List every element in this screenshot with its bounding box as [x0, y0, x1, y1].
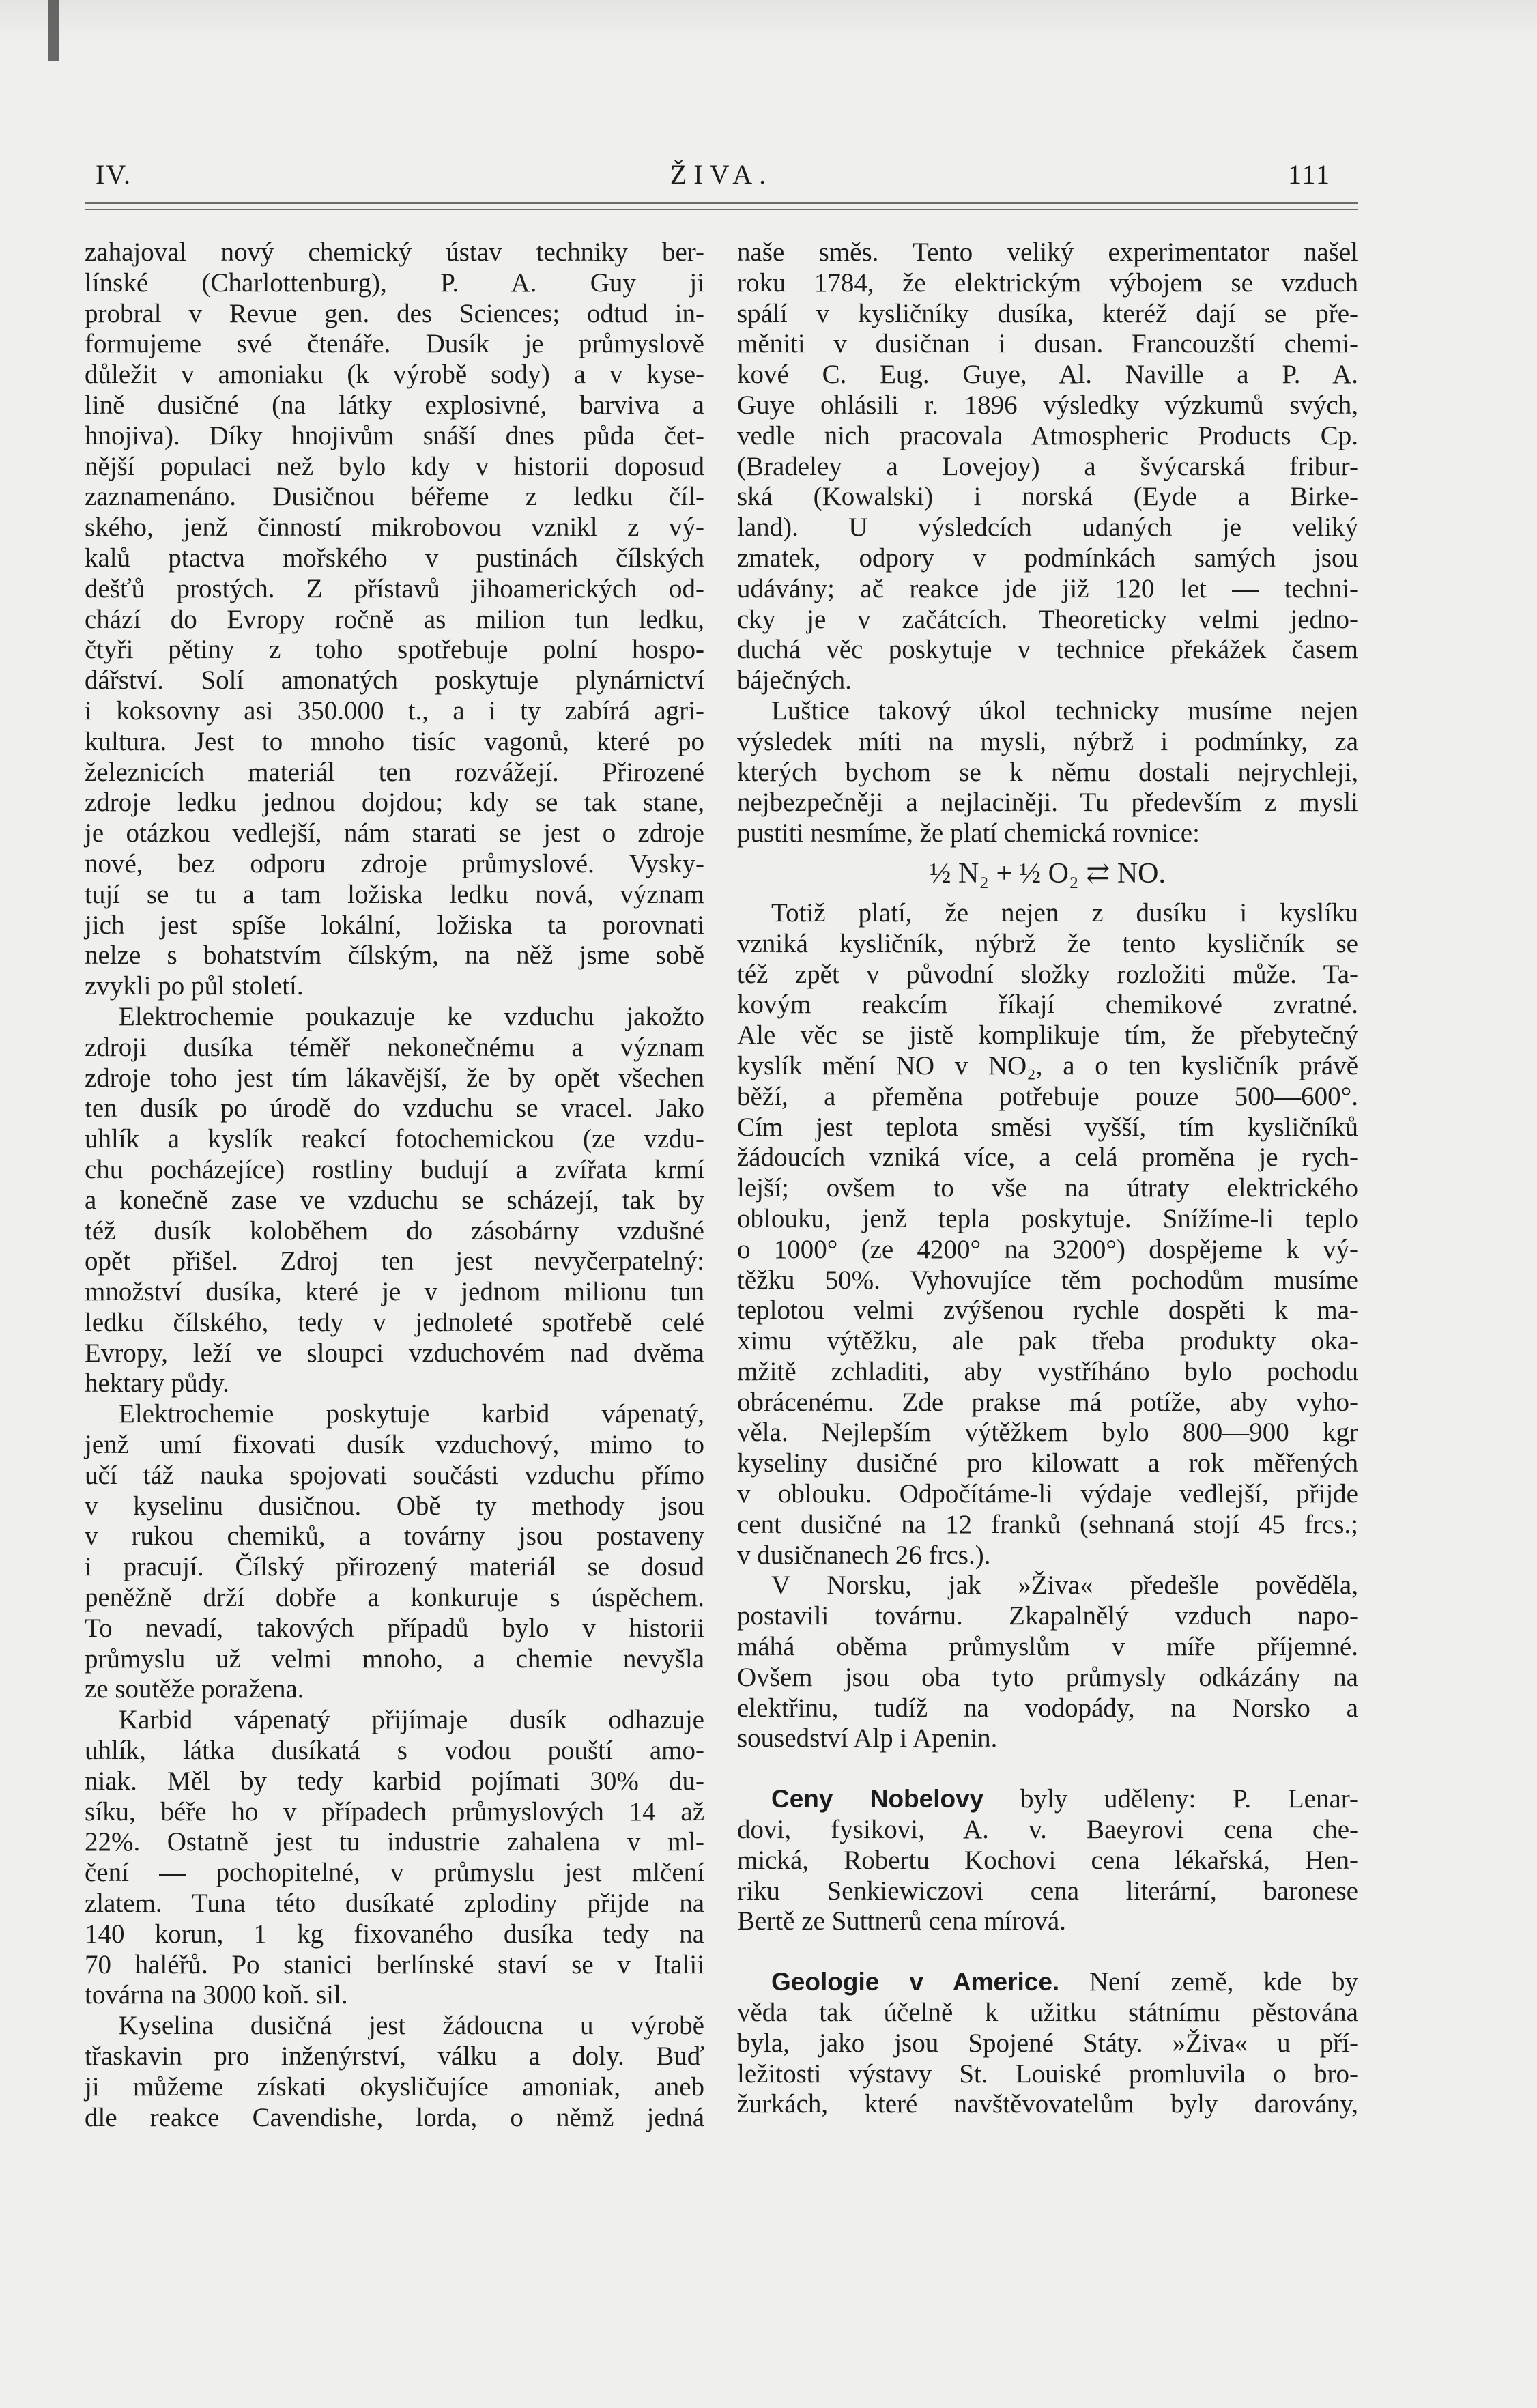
text-line: a konečně zase ve vzduchu se scházejí, tak by — [85, 1185, 704, 1215]
text-line: Cím jest teplota směsi vyšší, tím kysličníků — [737, 1112, 1358, 1142]
text-line: železnicích materiál ten rozvážejí. Přirozené — [85, 757, 704, 787]
text-line: kyslík mění NO v NO₂, a o ten kysličník právě — [737, 1050, 1358, 1080]
text-line: zahajoval nový chemický ústav techniky ber- — [85, 238, 704, 267]
text-line: zlatem. Tuna této dusíkaté zplodiny přijde na — [85, 1889, 704, 1919]
header-rule — [85, 202, 1358, 204]
text-line: hektary půdy. — [85, 1368, 229, 1399]
text-line: mžitě zchladiti, aby vystříháno bylo pochodu — [737, 1356, 1358, 1386]
volume-number: IV. — [96, 159, 132, 190]
section-heading: Ceny Nobelovy — [771, 1785, 984, 1814]
text-line: lejší; ovšem to vše na útraty elektrického — [737, 1173, 1358, 1203]
scan-margin — [0, 0, 1537, 41]
text-line: 70 haléřů. Po stanici berlínské staví se v Italii — [85, 1949, 704, 1979]
text-line: chází do Evropy ročně as milion tun ledku, — [85, 604, 704, 634]
text-line: o 1000° (ze 4200° na 3200°) dospějeme k vý- — [737, 1234, 1358, 1264]
text-line: 140 korun, 1 kg fixovaného dusíka tedy na — [85, 1919, 704, 1949]
text-line: To nevadí, takových případů bylo v historii — [85, 1613, 704, 1643]
news-item — [737, 1784, 1358, 1937]
text-line: zdroje ledku jednou dojdou; kdy se tak stane, — [85, 788, 704, 818]
left-column — [85, 238, 704, 2133]
text-line — [737, 1784, 1358, 1815]
text-line: zaznamenáno. Dusičnou béřeme z ledku číl- — [85, 482, 704, 512]
text-line: ležitosti výstavy St. Louiské promluvila o bro- — [737, 2059, 1358, 2089]
journal-title: ŽIVA. — [670, 159, 773, 190]
text-line: ského, jenž činností mikrobovou vznikl z vý- — [85, 513, 704, 543]
text-line: zdroje toho jest tím lákavější, že by opět všechen — [85, 1063, 704, 1093]
text-line: Guye ohlásili r. 1896 výsledky výzkumů svých, — [737, 390, 1358, 420]
text-line: těžku 50%. Vyhovujíce těm pochodům musíme — [737, 1265, 1358, 1295]
text-line: důležit v amoniaku (k výrobě sody) a v kyse- — [85, 360, 704, 390]
paragraph — [85, 238, 704, 1002]
text-line: ximu výtěžku, ale pak třeba produkty oka- — [737, 1326, 1358, 1356]
text-line: (Bradeley a Lovejoy) a švýcarská fribur- — [737, 451, 1358, 481]
text-line: v dusičnanech 26 frcs.). — [737, 1540, 991, 1570]
text-line: ská (Kowalski) i norská (Eyde a Birke- — [737, 482, 1358, 512]
text-line: síku, béře ho v případech průmyslových 14 až — [85, 1796, 704, 1826]
text-line: třaskavin pro inženýrství, válku a doly. Buď — [85, 2041, 704, 2072]
text-line: množství dusíka, které je v jednom milionu tun — [85, 1277, 704, 1307]
text-line: čení — pochopitelné, v průmyslu jest mlčení — [85, 1858, 704, 1888]
text-line: obrácenému. Zde prakse má potíže, aby vyho- — [737, 1387, 1358, 1417]
text-line: teplotou velmi zvýšenou rychle dospěti k ma- — [737, 1295, 1358, 1325]
text-line: zvykli po půl století. — [85, 971, 304, 1001]
text-line: máhá oběma průmyslům v míře příjemné. — [737, 1632, 1358, 1662]
text-line: formujeme své čtenáře. Dusík je průmyslově — [85, 329, 704, 359]
text-line: Karbid vápenatý přijímaje dusík odhazuje — [119, 1705, 704, 1735]
text-line: pustiti nesmíme, že platí chemická rovnice: — [737, 818, 1200, 848]
text-line: zmatek, odpory v podmínkách samých jsou — [737, 543, 1358, 573]
text-line: dovi, fysikovi, A. v. Baeyrovi cena che- — [737, 1815, 1358, 1845]
text-line: vzniká kysličník, nýbrž že tento kysličník se — [737, 928, 1358, 958]
text-line: byla, jako jsou Spojené Státy. »Živa« u pří- — [737, 2028, 1358, 2058]
text-line: uhlík, látka dusíkatá s vodou pouští amo- — [85, 1736, 704, 1766]
paragraph — [737, 1571, 1358, 1754]
text-line: mická, Robertu Kochovi cena lékařská, Hen- — [737, 1845, 1358, 1875]
text-line: riku Senkiewiczovi cena literární, baronese — [737, 1876, 1358, 1906]
text-line: i koksovny asi 350.000 t., a i ty zabírá agri- — [85, 696, 704, 726]
text-line: cky je v začátcích. Theoreticky velmi jedno- — [737, 604, 1358, 634]
text-line: ji můžeme získati okysličujíce amoniak, aneb — [85, 2072, 704, 2102]
text-line: žádoucích vzniká více, a celá proměna je rych- — [737, 1143, 1358, 1173]
text-line: kultura. Jest to mnoho tisíc vagonů, které po — [85, 726, 704, 756]
text-line: peněžně drží dobře a konkuruje s úspěchem. — [85, 1583, 704, 1613]
text-line: dářství. Solí amonatých poskytuje plynárnictví — [85, 665, 704, 696]
paragraph — [85, 1399, 704, 1705]
text-line: též dusík koloběhem do zásobárny vzdušné — [85, 1216, 704, 1246]
text-line: Ovšem jsou oba tyto průmysly odkázány na — [737, 1662, 1358, 1692]
text-line: dle reakce Cavendishe, lorda, o němž jedná — [85, 2102, 704, 2132]
text-line: jich jest spíše lokální, ložiska ta porovnati — [85, 910, 704, 940]
running-header — [85, 158, 1358, 199]
text-line: průmyslu už velmi mnoho, a chemie nevyšla — [85, 1644, 704, 1674]
text-line: věla. Nejlepším výtěžkem bylo 800—900 kgr — [737, 1418, 1358, 1448]
text-line: v rukou chemiků, a továrny jsou postaveny — [85, 1521, 704, 1551]
paragraph — [85, 1705, 704, 2011]
paragraph — [737, 238, 1358, 696]
text-line: oblouku, jenž tepla poskytuje. Snížíme-li teplo — [737, 1203, 1358, 1233]
text-line: též zpět v původní složky rozložiti může. Ta- — [737, 959, 1358, 989]
text-line: věda tak účelně k užitku státnímu pěstována — [737, 1998, 1358, 2028]
text-line: Totiž platí, že nejen z dusíku i kyslíku — [771, 898, 1358, 928]
text-line: Kyselina dusičná jest žádoucna u výrobě — [119, 2011, 704, 2041]
text-line: duchá věc poskytuje v technice překážek časem — [737, 635, 1358, 665]
text-line: kalů ptactva mořského v pustinách čílských — [85, 543, 704, 573]
text-span: byly uděleny: P. Lenar- — [983, 1784, 1358, 1814]
page-number: 111 — [1287, 159, 1331, 190]
paragraph — [85, 2011, 704, 2133]
text-line: nější populaci než bylo kdy v historii doposud — [85, 451, 704, 481]
header-rule — [85, 209, 1358, 210]
right-column — [737, 238, 1358, 2120]
text-line: dešťů prostých. Z přístavů jihoamerických od- — [85, 573, 704, 603]
text-line: tují se tu a tam ložiska ledku nová, význam — [85, 879, 704, 909]
text-line: hnojiva). Díky hnojivům snáší dnes půda čet- — [85, 420, 704, 450]
scan-artifact — [48, 0, 59, 61]
text-line: je otázkou vedlejší, nám starati se jest o zdroje — [85, 818, 704, 848]
text-line: sousedství Alp i Apenin. — [737, 1723, 998, 1753]
text-line: báječných. — [737, 665, 852, 696]
text-line: línské (Charlottenburg), P. A. Guy ji — [85, 268, 704, 298]
text-line: Luštice takový úkol technicky musíme nejen — [771, 696, 1358, 726]
text-line: postavili továrnu. Zkapalnělý vzduch napo- — [737, 1601, 1358, 1631]
text-line: spálí v kysličníky dusíka, kteréž dají se pře- — [737, 298, 1358, 328]
text-line: opět přišel. Zdroj ten jest nevyčerpatelný: — [85, 1246, 704, 1276]
text-line: kyseliny dusičné pro kilowatt a rok měřených — [737, 1448, 1358, 1478]
text-line: nejbezpečněji a nejlaciněji. Tu především z mysli — [737, 788, 1358, 818]
text-line: land). U výsledcích udaných je veliký — [737, 513, 1358, 543]
text-line: kové C. Eug. Guye, Al. Naville a P. A. — [737, 360, 1358, 390]
text-line: roku 1784, že elektrickým výbojem se vzduch — [737, 268, 1358, 298]
text-line: kovým reakcím říkají chemikové zvratné. — [737, 990, 1358, 1020]
text-line: niak. Měl by tedy karbid pojímati 30% du- — [85, 1766, 704, 1796]
text-line: nelze s bohatstvím čílským, na něž jsme sobě — [85, 941, 704, 971]
text-line: Elektrochemie poskytuje karbid vápenatý, — [119, 1399, 704, 1429]
news-item — [737, 1967, 1358, 2120]
text-line: Ale věc se jistě komplikuje tím, že přebytečný — [737, 1020, 1358, 1050]
text-line: učí táž nauka spojovati součásti vzduchu přímo — [85, 1460, 704, 1490]
text-line: ze soutěže poražena. — [85, 1674, 304, 1704]
text-line — [737, 1967, 1358, 1998]
text-line: naše směs. Tento veliký experimentator našel — [737, 238, 1358, 267]
text-line: uhlík a kyslík reakcí fotochemickou (ze vzdu- — [85, 1124, 704, 1154]
text-line: lině dusičné (na látky explosivné, barviva a — [85, 390, 704, 420]
section-heading: Geologie v Americe. — [771, 1968, 1060, 1996]
text-line: Bertě ze Suttnerů cena mírová. — [737, 1906, 1066, 1936]
text-line: udávány; ač reakce jde již 120 let — techni- — [737, 573, 1358, 603]
text-line: továrna na 3000 koň. sil. — [85, 1980, 348, 2010]
text-line: vedle nich pracovala Atmospheric Products Cp. — [737, 420, 1358, 450]
text-line: jenž umí fixovati dusík vzduchový, mimo to — [85, 1430, 704, 1460]
text-line: cent dusičné na 12 franků (sehnaná stojí 45 frcs.; — [737, 1509, 1358, 1539]
paragraph — [85, 1002, 704, 1399]
text-line: v kyselinu dusičnou. Obě ty methody jsou — [85, 1491, 704, 1521]
text-line: V Norsku, jak »Živa« předešle pověděla, — [771, 1571, 1358, 1601]
text-line: i pracují. Čílský přirozený materiál se dosud — [85, 1552, 704, 1582]
text-line: kterých bychom se k němu dostali nejrychleji, — [737, 757, 1358, 787]
paragraph — [737, 696, 1358, 849]
text-line: běží, a přeměna potřebuje pouze 500—600°. — [737, 1081, 1358, 1111]
text-line: Elektrochemie poukazuje ke vzduchu jakožto — [119, 1001, 704, 1031]
chemical-equation: ½ N₂ + ½ O₂ ⇄ NO. — [930, 857, 1166, 889]
text-line: probral v Revue gen. des Sciences; odtud in- — [85, 298, 704, 328]
text-line: v oblouku. Odpočítáme-li výdaje vedlejší, přijde — [737, 1479, 1358, 1509]
text-line: ten dusík po úrodě do vzduchu se vracel. Jako — [85, 1093, 704, 1123]
text-line: zdroji dusíka téměř nekonečnému a význam — [85, 1032, 704, 1062]
text-line: měniti v dusičnan i dusan. Francouzští chemi- — [737, 329, 1358, 359]
text-line: čtyři pětiny z toho spotřebuje polní hospo- — [85, 635, 704, 665]
text-line: nové, bez odporu zdroje průmyslové. Vysky- — [85, 848, 704, 878]
text-line: ledku čílského, tedy v jednoleté spotřebě celé — [85, 1307, 704, 1337]
text-line: elektřinu, tudíž na vodopády, na Norsko a — [737, 1693, 1358, 1723]
text-line: žurkách, které navštěvovatelům byly darovány, — [737, 2089, 1358, 2119]
text-line: 22%. Ostatně jest tu industrie zahalena v ml- — [85, 1827, 704, 1857]
text-span: Není země, kde by — [1059, 1967, 1358, 1997]
paragraph — [737, 898, 1358, 1571]
text-line: výsledek míti na mysli, nýbrž i podmínky, za — [737, 726, 1358, 756]
text-line: chu pocházejíce) rostliny budují a zvířata krmí — [85, 1154, 704, 1184]
text-line: Evropy, leží ve sloupci vzduchovém nad dvěma — [85, 1338, 704, 1368]
